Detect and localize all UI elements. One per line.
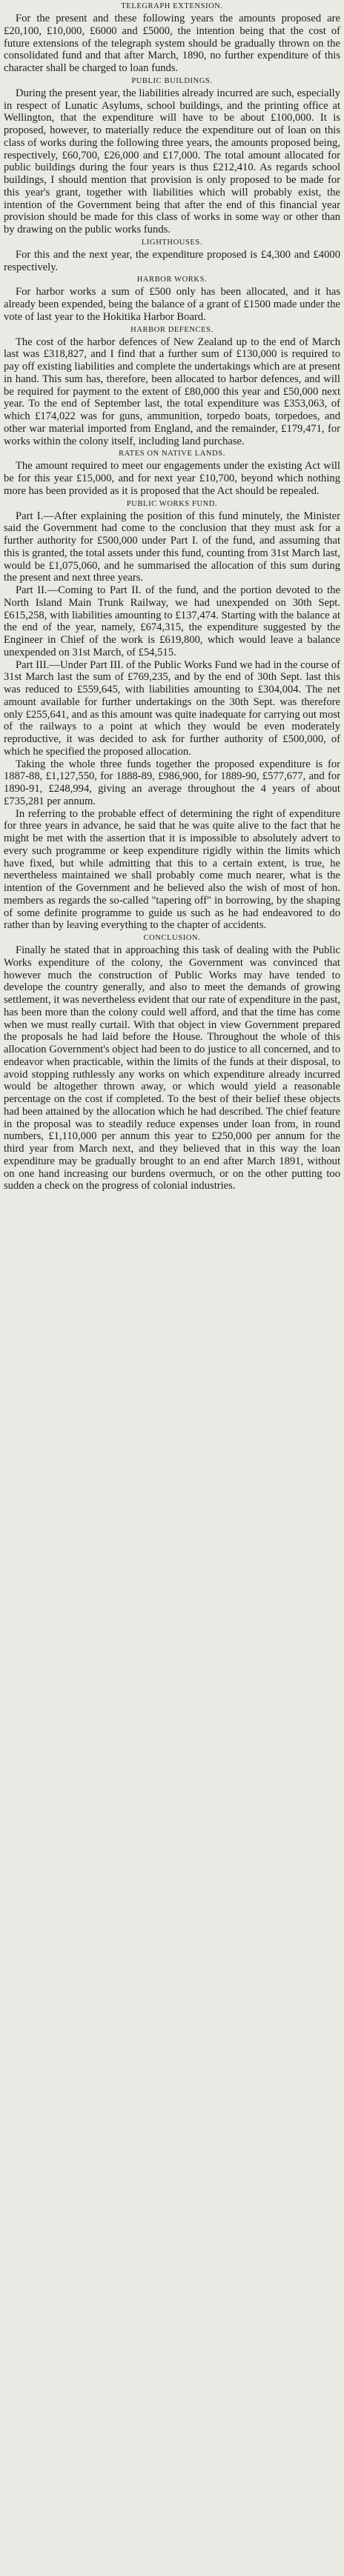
paragraph: Part III.—Under Part III. of the Public Works Fund we had in the course of 31st March last the sum of £769,235, and by the end of 30th Sept. last this was reduced to £559,645, with liabilities amounting to £304,004. The net amount available for further undertakings on the 30th Sept. was therefore only £255,641, and as this amount was quite inadequate for carrying out most of the railways to a point at which they would be even moderately reproductive, it was decided to ask for further authority of £500,000, of which he specified the proposed allocation. bbox=[4, 658, 340, 758]
paragraph: Part II.—Coming to Part II. of the fund, and the portion devoted to the North Island Main Trunk Railway, we had unexpended on 30th Sept. £615,258, with liabilities amounting to £137,474. Starting with the balance at the end of the year, namely, £674,315, the expenditure suggested by the Engineer in Chief of the work is £619,800, which would leave a balance unexpended on 31st March, of £54,515. bbox=[4, 584, 340, 658]
section-heading: HARBOR WORKS. bbox=[136, 276, 208, 284]
paragraph: For this and the next year, the expenditure proposed is £4,300 and £4000 respectively. bbox=[4, 248, 340, 273]
section-lighthouses bbox=[4, 237, 340, 274]
section-public-buildings bbox=[4, 76, 340, 236]
paragraph: During the present year, the liabilities already incurred are such, especially in respect of Lunatic Asylums, school buildings, and the printing office at Wellington, that the expenditure will have to be about £100,000. It is proposed, however, to materially reduce the expenditure out of loan on this class of works during the following three years, the amounts proposed being, respectively, £60,700, £26,000 and £17,000. The total amount allocated for public buildings during the four years is thus £212,410. As regards school buildings, I should mention that provision is only proposed to be made for this year's grant, together with liabilities which will probably exist, the intention of the Government being that after the end of this financial year provision should be made for this class of works in some way or other than by drawing on the public works funds. bbox=[4, 87, 340, 236]
article-column bbox=[4, 1, 340, 1192]
section-heading: RATES ON NATIVE LANDS. bbox=[119, 450, 225, 458]
section-harbor-works bbox=[4, 274, 340, 323]
section-telegraph-extension bbox=[4, 1, 340, 75]
section-rates-on-native-lands bbox=[4, 448, 340, 497]
section-heading: TELEGRAPH EXTENSION. bbox=[121, 2, 223, 10]
section-heading: PUBLIC BUILDINGS. bbox=[131, 76, 213, 85]
section-heading: HARBOR DEFENCES. bbox=[130, 325, 214, 334]
section-conclusion bbox=[4, 932, 340, 1192]
paragraph: Finally he stated that in approaching this task of dealing with the Public Works expenditure of the colony, the Government was convinced that however much the construction of Public Works may have tended to develope the country generally, and also to meet the demands of growing settlement, it was nevertheless evident that our rate of expenditure in the past, has been more than the colony could well afford, and that the time has come when we must really curtail. With that object in view Government prepared the proposals he had laid before the House. Throughout the whole of this allocation Government's object had been to do justice to all concerned, and to endeavor when practicable, within the limits of the funds at their disposal, to avoid stopping ruthlessly any works on which expenditure already incurred would be altogether thrown away, or which would yield a reasonable percentage on the cost if completed. To the best of their belief these objects had been attained by the allocation which he had described. The chief feature in the proposal was to steadily reduce expenses under loan from, in round numbers, £1,110,000 per annum this year to £250,000 per annum for the third year from March next, and they believed that in this way the loan expenditure may be gradually brought to an end after March 1891, without on one hand increasing our burdens overmuch, or on the other putting too sudden a check on the progress of colonial industries. bbox=[4, 944, 340, 1192]
section-harbor-defences bbox=[4, 324, 340, 448]
section-heading: LIGHTHOUSES. bbox=[141, 238, 203, 247]
paragraph: For the present and these following years the amounts proposed are £20,100, £10,000, £6000 and £5000, the intention being that the cost of future extensions of the telegraph system should be gradually thrown on the consolidated fund and that after March, 1890, no further expenditure of this character shall be charged to loan funds. bbox=[4, 13, 340, 74]
section-public-works-fund bbox=[4, 498, 340, 932]
section-heading: CONCLUSION. bbox=[143, 934, 201, 942]
newspaper-page bbox=[0, 1, 344, 2576]
paragraph: In referring to the probable effect of determining the right of expenditure for three years in advance, he said that he was quite alive to the fact that he might be met with the assertion that it is impossible to absolutely advert to every such programme or keep expenditure rigidly within the limits which have fixed, but while admitting that this to a certain extent, is true, he nevertheless maintained we shall probably come much nearer, what is the intention of the Government and he believed also the wish of most of hon. members as regards the so-called "tapering off" in borrowing, by the shaping of some definite programme to guide us such as he had endeavored to do rather than by leaving everything to the chapter of accidents. bbox=[4, 807, 340, 932]
paragraph: The amount required to meet our engagements under the existing Act will be for this year £15,000, and for next year £10,700, beyond which nothing more has been provided as it is proposed that the Act should be repealed. bbox=[4, 460, 340, 497]
paragraph: The cost of the harbor defences of New Zealand up to the end of March last was £318,827, and I find that a further sum of £130,000 is required to pay off existing liabilities and complete the undertakings which are at present in hand. This sum has, therefore, been allocated to harbor defences, and will be required for payment to the extent of £80,000 this year and £50,000 next year. To the end of September last, the total expenditure was £353,063, of which £174,022 was for guns, ammunition, torpedo boats, torpedoes, and other war material imported from England, and the remainder, £179,471, for works within the colony itself, including land purchase. bbox=[4, 336, 340, 447]
paragraph: For harbor works a sum of £500 only has been allocated, and it has already been expended, being the balance of a grant of £1500 made under the vote of last year to the Hokitika Harbor Board. bbox=[4, 286, 340, 323]
section-heading: PUBLIC WORKS FUND. bbox=[126, 499, 218, 508]
paragraph: Part I.—After explaining the position of this fund minutely, the Minister said the Government had come to the conclusion that they must ask for a further authority for £500,000 under Part I. of the fund, and assuming that this is granted, the total assets under this fund, counting from 31st March last, would be £1,075,060, and he summarised the allocation of this sum during the present and next three years. bbox=[4, 510, 340, 584]
paragraph: Taking the whole three funds together the proposed expenditure is for 1887-88, £1,127,550, for 1888-89, £986,900, for 1889-90, £577,677, and for 1890-91, £248,994, giving an average throughout the 4 years of about £735,281 per annum. bbox=[4, 758, 340, 807]
